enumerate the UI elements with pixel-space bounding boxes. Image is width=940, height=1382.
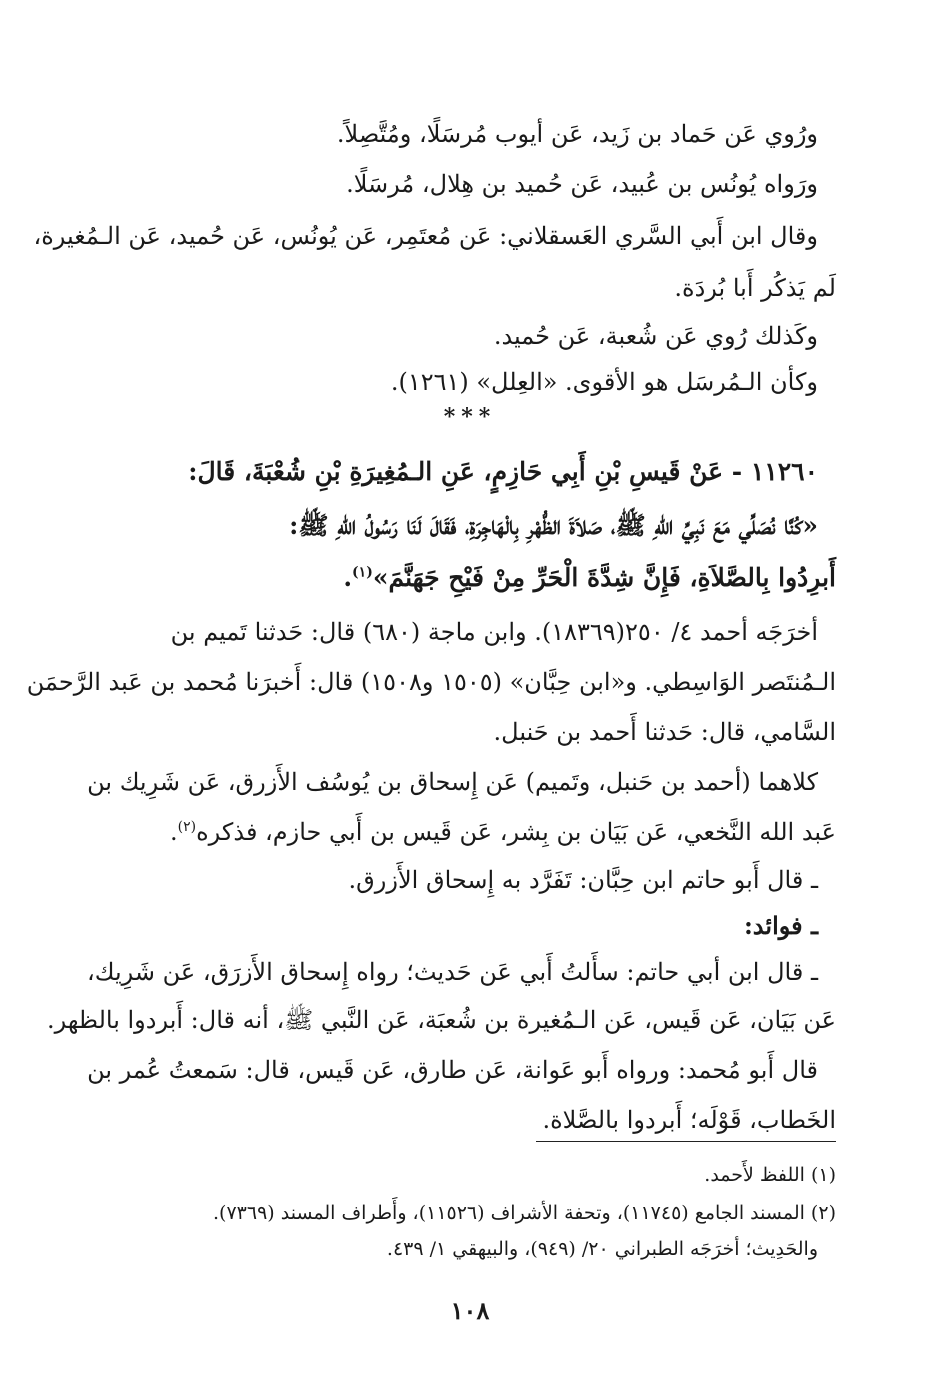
footnote-2-continued: والحَدِيث؛ أخرَجَه الطبراني ٢٠/ (٩٤٩)، والبيهقي ١/ ٤٣٩. — [386, 1238, 818, 1260]
note-line: ـ قال أَبو حاتم ابن حِبَّان: تَفَرَّد به إِسحاق الأَزرق. — [348, 866, 818, 894]
isnad-line: عَبد الله النَّخعي، عَن بَيَان بن بِشر، عَن قَيس بن أَبي حازم، فذكره$^{(٢)}$. — [170, 818, 836, 846]
takhrij-line: أخرَجَه أحمد ٤/ ٢٥٠(١٨٣٦٩). وابن ماجة (٦٨٠) قال: حَدثنا تَميم بن — [170, 618, 818, 646]
benefits-line: عَن بَيَان، عَن قَيس، عَن الـمُغيرة بن شُعبَة، عَن النَّبي ﷺ، أنه قال: أَبردوا بالظهر. — [46, 1006, 836, 1034]
footnote-ref: (١) — [352, 564, 373, 581]
isnad-line: كلاهما (أحمد بن حَنبل، وتَميم) عَن إِسحاق بن يُوسُف الأَزرق، عَن شَرِيك بن — [87, 768, 818, 796]
hadith-heading: ١١٢٦٠ - عَنْ قَيسِ بْنِ أَبِي حَازِمٍ، عَنِ الـمُغِيرَةِ بْنِ شُعْبَةَ، قَالَ: — [188, 457, 818, 486]
section-separator: *** — [443, 404, 497, 430]
footnote-1: (١) اللفظ لأَحمد. — [704, 1164, 836, 1186]
paragraph-line: وكَذلك رُوي عَن شُعبة، عَن حُميد. — [493, 322, 818, 350]
benefits-line: قال أَبو مُحمد: ورواه أَبو عَوانة، عَن طارق، عَن قَيس، قال: سَمعتُ عُمر بن — [87, 1056, 818, 1084]
paragraph-line: وقال ابن أَبي السَّري العَسقلاني: عَن مُعتَمِر، عَن يُونُس، عَن حُميد، عَن الـمُغيرة، — [33, 222, 818, 250]
hadith-text-line: أَبرِدُوا بِالصَّلاَةِ، فَإِنَّ شِدَّةَ الْحَرِّ مِنْ فَيْحِ جَهَنَّمَ»$^{(١)}$. — [343, 563, 836, 592]
benefits-line: الخَطاب، قَوْلَه؛ أَبردوا بالصَّلاة. — [542, 1106, 836, 1134]
paragraph-line: وكأن الـمُرسَل هو الأقوى. «العِلل» (١٢٦١). — [390, 368, 818, 396]
footnote-ref: (٢) — [177, 819, 197, 835]
takhrij-line: السَّامي، قال: حَدثنا أَحمد بن حَنبل. — [493, 718, 836, 746]
paragraph-line: ورُوي عَن حَماد بن زَيد، عَن أيوب مُرسَلًا، ومُتَّصِلاً. — [336, 120, 818, 148]
hadith-text-line: «كُنَّا نُصَلِّي مَعَ نَبِيِّ اللهِ ﷺ، صَلاَةَ الظُّهْرِ بِالْهَاجِرَةِ، فَقَالَ لَنَا رَسُولُ اللهِ ﷺ: — [289, 511, 818, 540]
benefits-line: ـ قال ابن أبي حاتم: سأَلتُ أَبي عَن حَديث؛ رواه إِسحاق الأَزرَق، عَن شَرِيك، — [87, 958, 818, 986]
footnote-divider — [536, 1141, 836, 1142]
paragraph-line: ورَواه يُونُس بن عُبيد، عَن حُميد بن هِلال، مُرسَلًا. — [346, 170, 818, 198]
benefits-heading: ـ فوائد: — [743, 911, 818, 940]
paragraph-line: لَم يَذكُر أَبا بُردَة. — [674, 274, 836, 302]
page-number: ١٠٨ — [450, 1296, 490, 1325]
footnote-2: (٢) المسند الجامع (١١٧٤٥)، وتحفة الأشراف (١١٥٢٦)، وأَطراف المسند (٧٣٦٩). — [213, 1202, 836, 1224]
takhrij-line: الـمُنتَصر الوَاسِطي. و«ابن حِبَّان» (١٥٠٥ و١٥٠٨) قال: أَخبرَنا مُحمد بن عَبد الرَّحمَن — [26, 668, 836, 696]
